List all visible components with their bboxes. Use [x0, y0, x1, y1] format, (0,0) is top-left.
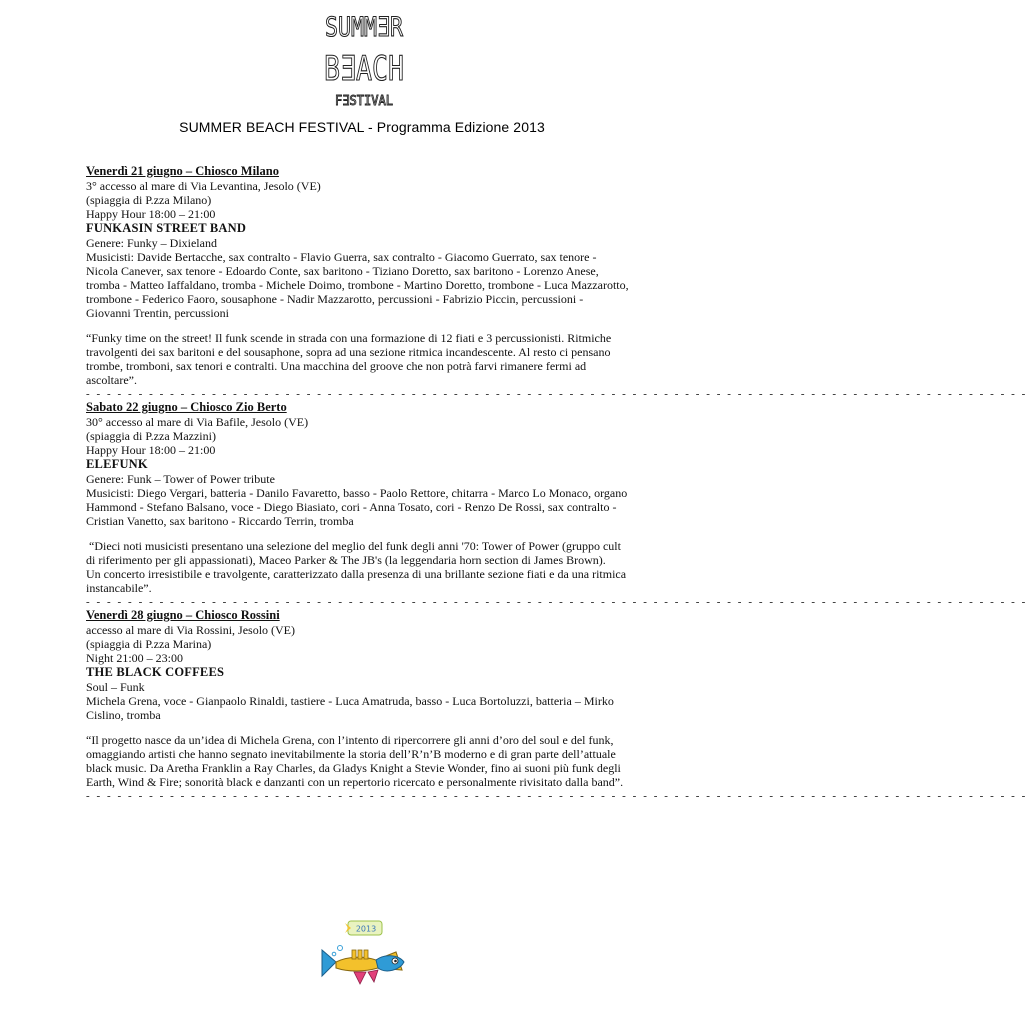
trumpet-valve: [358, 950, 362, 959]
trumpet-valve: [352, 950, 356, 959]
fish-trumpet-illustration: [318, 918, 410, 998]
festival-logo: [318, 6, 410, 110]
description-line: Un concerto irresistibile e travolgente, caratterizzato dalla presenza di una brillante sezione fiati e da una ritmica: [86, 567, 627, 581]
musicians-line: tromba - Matteo Iaffaldano, tromba - Michele Doimo, trombone - Martino Doretto, trombone - Luca Mazzarotto,: [86, 278, 629, 292]
description-line: instancabile”.: [86, 581, 152, 595]
event-beach: (spiaggia di P.zza Marina): [86, 637, 212, 651]
band-description: [86, 331, 646, 387]
description-line: travolgenti dei sax baritoni e del sousaphone, sopra ad una sezione ritmica incandescente. Al resto ci pensano: [86, 345, 611, 359]
document-title: SUMMER BEACH FESTIVAL - Programma Edizione 2013: [179, 119, 545, 135]
event-3: [86, 608, 1027, 802]
logo-word-beach: BƎACH: [324, 49, 404, 89]
fish-fin: [368, 970, 378, 982]
description-line: Earth, Wind & Fire; sonorità black e danzanti con un repertorio ricercato e personalmente rivisitato dalla band”.: [86, 775, 624, 789]
musicians-line: Musicisti: Davide Bertacche, sax contralto - Flavio Guerra, sax contralto - Giacomo Guerrato, sax tenore -: [86, 250, 597, 264]
musicians-line: Hammond - Stefano Balsano, voce - Diego Biasiato, cori - Anna Tosato, cori - Renzo De Rossi, sax contralto -: [86, 500, 617, 514]
event-heading: Venerdì 28 giugno – Chiosco Rossini: [86, 608, 280, 622]
description-line: “Il progetto nasce da un’idea di Michela Grena, con l’intento di ripercorrere gli anni d’oro del soul e del funk,: [86, 733, 614, 747]
section-separator: - - - - - - - - - - - - - - - - - - - - - - - - - - - - - - - - - - - - - - - - - - - - - - - - - - - - - - - - - - - - - - - - - - - - - - - - - - - - - - - - - - - - - - - - - -: [86, 596, 1027, 608]
band-name: ELEFUNK: [86, 457, 148, 471]
musicians-line: Musicisti: Diego Vergari, batteria - Danilo Favaretto, basso - Paolo Rettore, chitarra - Marco Lo Monaco, organo: [86, 486, 628, 500]
fish-pupil: [394, 960, 397, 963]
trumpet-valve: [364, 950, 368, 959]
event-2: [86, 400, 1027, 608]
musicians-line: Giovanni Trentin, percussioni: [86, 306, 229, 320]
description-line: ascoltare”.: [86, 373, 137, 387]
band-genre: Soul – Funk: [86, 680, 145, 694]
program-content: [86, 164, 1027, 802]
event-location: 3° accesso al mare di Via Levantina, Jesolo (VE): [86, 179, 321, 193]
event-heading: Sabato 22 giugno – Chiosco Zio Berto: [86, 400, 287, 414]
event-location: 30° accesso al mare di Via Bafile, Jesolo (VE): [86, 415, 309, 429]
event-1: [86, 164, 1027, 400]
description-line: di riferimento per gli appassionati), Maceo Parker & The JB's (la leggendaria horn section di James Brown).: [86, 553, 606, 567]
musicians-line: Nicola Canever, sax tenore - Edoardo Conte, sax baritono - Tiziano Doretto, sax baritono - Lorenzo Anese,: [86, 264, 599, 278]
band-genre: Genere: Funk – Tower of Power tribute: [86, 472, 275, 486]
event-time: Happy Hour 18:00 – 21:00: [86, 443, 216, 457]
event-beach: (spiaggia di P.zza Mazzini): [86, 429, 216, 443]
band-musicians: [86, 486, 646, 528]
band-genre: Genere: Funky – Dixieland: [86, 236, 217, 250]
description-line: omaggiando artisti che hanno segnato inevitabilmente la storia dell’R’n’B moderno e di gran parte dell’attuale: [86, 747, 616, 761]
band-name: THE BLACK COFFEES: [86, 665, 225, 679]
section-separator: - - - - - - - - - - - - - - - - - - - - - - - - - - - - - - - - - - - - - - - - - - - - - - - - - - - - - - - - - - - - - - - - - - - - - - - - - - - - - - - - - - - - - - - - - -: [86, 388, 1027, 400]
musicians-line: Michela Grena, voce - Gianpaolo Rinaldi, tastiere - Luca Amatruda, basso - Luca Bortoluzzi, batteria – Mirko: [86, 694, 614, 708]
band-description: [86, 733, 646, 789]
description-line: trombe, tromboni, sax tenori e contralti. Una macchina del groove che non potrà farvi rimanere fermi ad: [86, 359, 587, 373]
section-separator: - - - - - - - - - - - - - - - - - - - - - - - - - - - - - - - - - - - - - - - - - - - - - - - - - - - - - - - - - - - - - - - - - - - - - - - - - - - - - - - - - - - - - - - - - -: [86, 790, 1027, 802]
band-musicians: [86, 694, 646, 722]
logo-word-summer: SUMMƎR: [325, 12, 404, 43]
event-beach: (spiaggia di P.zza Milano): [86, 193, 212, 207]
description-line: “Funky time on the street! Il funk scende in strada con una formazione di 12 fiati e 3 percussionisti. Ritmiche: [86, 331, 612, 345]
event-time: Happy Hour 18:00 – 21:00: [86, 207, 216, 221]
band-name: FUNKASIN STREET BAND: [86, 221, 247, 235]
bubble-icon: [332, 952, 336, 956]
band-description: [86, 539, 646, 595]
fish-trumpet-mascot: [318, 918, 410, 998]
musicians-line: Cislino, tromba: [86, 708, 161, 722]
musicians-line: Cristian Vanetto, sax baritono - Riccardo Terrin, tromba: [86, 514, 354, 528]
fish-tail: [322, 950, 336, 976]
badge-year: 2013: [355, 924, 377, 934]
band-musicians: [86, 250, 646, 320]
description-line: “Dieci noti musicisti presentano una selezione del meglio del funk degli anni '70: Tower of Power (gruppo cult: [86, 539, 621, 553]
logo-word-festival: FƎSTIVAL: [335, 94, 394, 109]
fish-fin: [354, 972, 366, 984]
festival-logo-graphic: [318, 6, 410, 110]
description-line: black music. Da Aretha Franklin a Ray Charles, da Gladys Knight a Stevie Wonder, fino ai suoni più funk degli: [86, 761, 621, 775]
bubble-icon: [338, 946, 343, 951]
musicians-line: trombone - Federico Faoro, sousaphone - Nadir Mazzarotto, percussioni - Fabrizio Piccin, percussioni -: [86, 292, 584, 306]
event-location: accesso al mare di Via Rossini, Jesolo (VE): [86, 623, 296, 637]
event-time: Night 21:00 – 23:00: [86, 651, 184, 665]
event-heading: Venerdì 21 giugno – Chiosco Milano: [86, 164, 279, 178]
